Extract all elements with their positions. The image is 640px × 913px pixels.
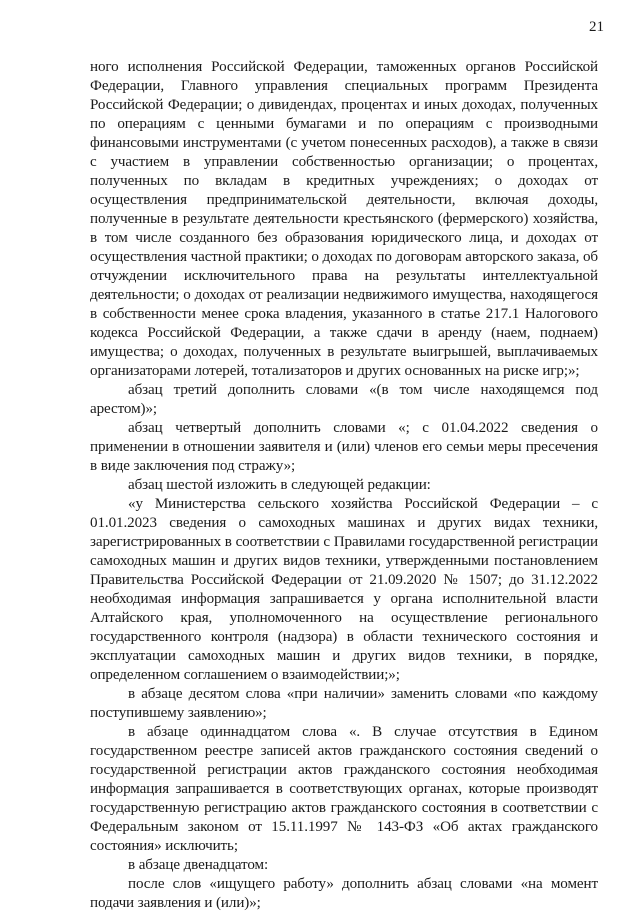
paragraph: после слов «ищущего работу» дополнить абзац словами «на момент подачи заявления и (или)»; <box>90 876 598 911</box>
page-number: 21 <box>589 19 604 35</box>
paragraph: абзац четвертый дополнить словами «; с 01.04.2022 сведения о применении в отношении заявителя и (или) членов его семьи меры пресечения в виде заключения под стражу»; <box>90 420 598 474</box>
document-body <box>90 58 598 913</box>
paragraph-quoted-text: «у Министерства сельского хозяйства Российской Федерации – с 01.01.2023 сведения о самоходных машинах и других видах техники, зарегистрированных в соответствии с Правилами государственной регистрации самоходных машин и других видов техники, утвержденными постановлением Правительства Российской Федерации от 21.09.2020 № 1507; до 31.12.2022 необходимая информация запрашивается у органа исполнительной власти Алтайского края, уполномоченного на осуществление регионального государственного контроля (надзора) в области технического состояния и эксплуатации самоходных машин и других видов техники, в порядке, определенном соглашением о взаимодействии;»; <box>90 496 598 683</box>
paragraph-continuation: ного исполнения Российской Федерации, таможенных органов Российской Федерации, Главного управления специальных программ Президента Российской Федерации; о дивидендах, процентах и иных доходах, полученных по операциям с ценными бумагами и по операциям с производными финансовыми инструментами (с учетом понесенных расходов), а также в связи с участием в управлении собственностью организации; о процентах, полученных по вкладам в кредитных учреждениях; о доходах от осуществления предпринимательской деятельности, включая доходы, полученные в результате деятельности крестьянского (фермерского) хозяйства, в том числе созданного без образования юридического лица, и доходах от осуществления частной практики; о доходах по договорам авторского заказа, об отчуждении исключительного права на результаты интеллектуальной деятельности; о доходах от реализации недвижимого имущества, находящегося в собственности менее срока владения, указанного в статье 217.1 Налогового кодекса Российской Федерации, а также сдачи в аренду (наем, поднаем) имущества; о доходах, полученных в результате выигрышей, выплачиваемых организаторами лотерей, тотализаторов и других основанных на риске игр;»; <box>90 59 598 379</box>
paragraph: в абзаце одиннадцатом слова «. В случае отсутствия в Едином государственном реестре записей актов гражданского состояния сведений о государственной регистрации актов гражданского состояния необходимая информация запрашивается в соответствующих органах, которые производят государственную регистрацию актов гражданского состояния в соответствии с Федеральным законом от 15.11.1997 № 143-ФЗ «Об актах гражданского состояния» исключить; <box>90 724 598 854</box>
paragraph: в абзаце двенадцатом: <box>128 857 269 873</box>
paragraph: в абзаце десятом слова «при наличии» заменить словами «по каждому поступившему заявлению»; <box>90 686 598 721</box>
paragraph: абзац шестой изложить в следующей редакции: <box>128 477 431 493</box>
paragraph: абзац третий дополнить словами «(в том числе находящемся под арестом)»; <box>90 382 598 417</box>
